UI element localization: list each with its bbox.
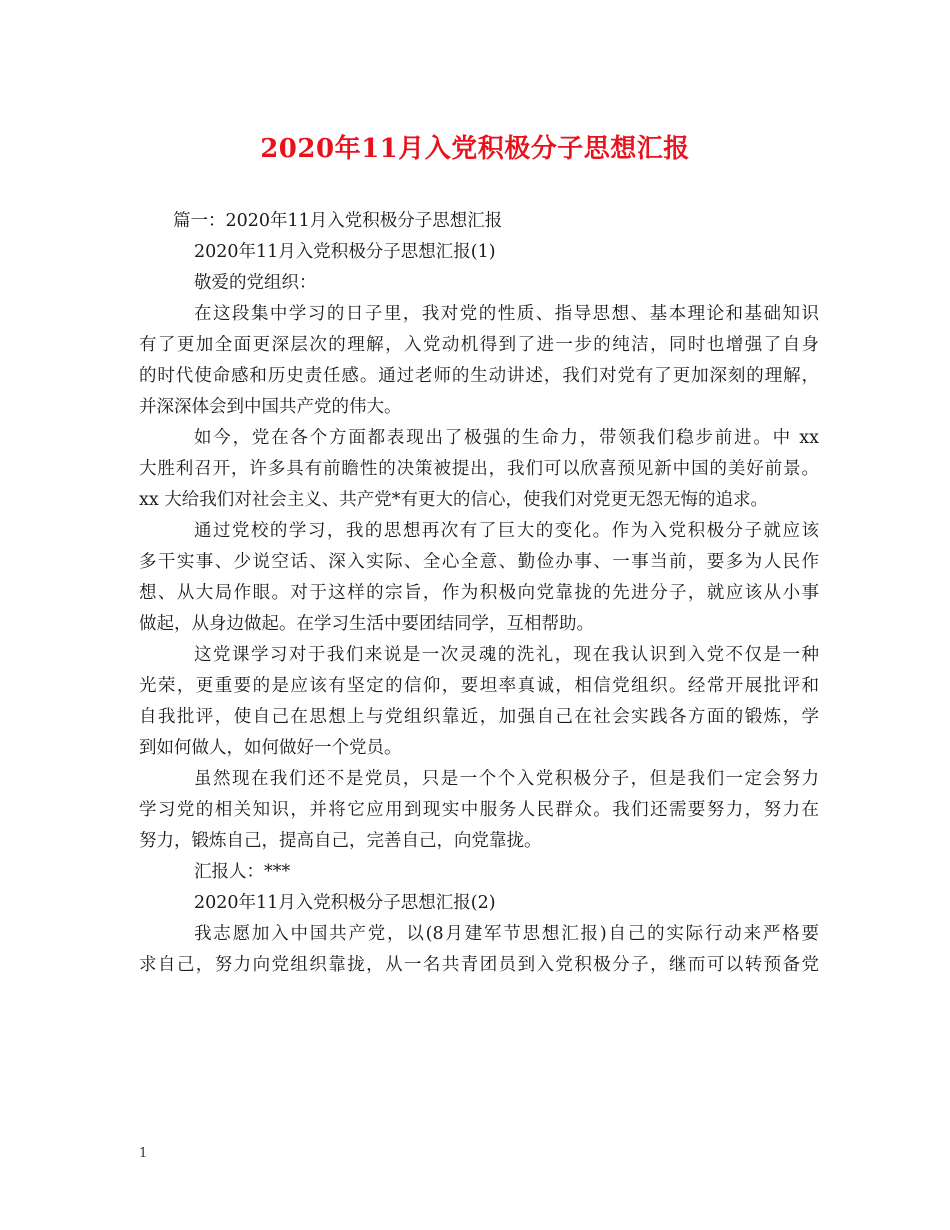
paragraph-line: 光荣，更重要的是应该有坚定的信仰，要坦率真诚，相信党组织。经常开展批评和	[139, 676, 819, 696]
paragraph-line: 努力，锻炼自己，提高自己，完善自己，向党靠拢。	[139, 831, 542, 851]
paragraph-line: 大胜利召开，许多具有前瞻性的决策被提出，我们可以欣喜预见新中国的美好前景。	[139, 459, 819, 479]
report-heading-1: 2020年11月入党积极分子思想汇报(1)	[194, 242, 496, 262]
report-heading-2: 2020年11月入党积极分子思想汇报(2)	[194, 893, 496, 913]
paragraph-line: 如今，党在各个方面都表现出了极强的生命力，带领我们稳步前进。中 xx	[194, 428, 819, 448]
paragraph-line: xx 大给我们对社会主义、共产党*有更大的信心，使我们对党更无怨无悔的追求。	[139, 490, 769, 510]
paragraph-line: 我志愿加入中国共产党，以(8月建军节思想汇报)自己的实际行动来严格要	[194, 924, 819, 944]
paragraph-line: 有了更加全面更深层次的理解，入党动机得到了进一步的纯洁，同时也增强了自身	[139, 335, 819, 355]
document-title: 2020年11月入党积极分子思想汇报	[260, 134, 690, 164]
paragraph-line: 通过党校的学习，我的思想再次有了巨大的变化。作为入党积极分子就应该	[194, 521, 819, 541]
paragraph-line: 虽然现在我们还不是党员，只是一个个入党积极分子，但是我们一定会努力	[194, 769, 819, 789]
paragraph-line: 自我批评，使自己在思想上与党组织靠近，加强自己在社会实践各方面的锻炼，学	[139, 707, 819, 727]
paragraph-line: 在这段集中学习的日子里，我对党的性质、指导思想、基本理论和基础知识	[194, 304, 819, 324]
paragraph-line: 这党课学习对于我们来说是一次灵魂的洗礼，现在我认识到入党不仅是一种	[194, 645, 819, 665]
paragraph-line: 多干实事、少说空话、深入实际、全心全意、勤俭办事、一事当前，要多为人民作	[139, 552, 819, 572]
paragraph-line: 求自己，努力向党组织靠拢，从一名共青团员到入党积极分子，继而可以转预备党	[139, 955, 819, 975]
reporter-line: 汇报人：***	[194, 862, 291, 882]
document-body	[139, 206, 819, 981]
paragraph-line: 想、从大局作眼。对于这样的宗旨，作为积极向党靠拢的先进分子，就应该从小事	[139, 583, 819, 603]
page-number: 1	[139, 1146, 148, 1161]
section-heading: 篇一：2020年11月入党积极分子思想汇报	[173, 211, 503, 231]
salutation: 敬爱的党组织：	[194, 273, 317, 293]
paragraph-line: 到如何做人，如何做好一个党员。	[139, 738, 402, 758]
paragraph-line: 并深深体会到中国共产党的伟大。	[139, 397, 402, 417]
paragraph-line: 学习党的相关知识，并将它应用到现实中服务人民群众。我们还需要努力，努力在	[139, 800, 819, 820]
paragraph-line: 的时代使命感和历史责任感。通过老师的生动讲述，我们对党有了更加深刻的理解，	[139, 366, 819, 386]
paragraph-line: 做起，从身边做起。在学习生活中要团结同学，互相帮助。	[139, 614, 594, 634]
